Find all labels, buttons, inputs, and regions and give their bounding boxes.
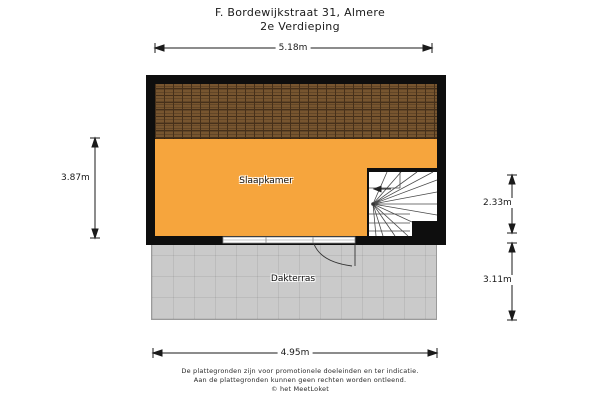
wall-notch — [412, 221, 437, 236]
dimension-top-value: 5.18m — [276, 43, 311, 53]
terrace-label: Dakterras — [270, 274, 316, 284]
disclaimer-line-2: Aan de plattegronden kunnen geen rechten worden ontleend. — [193, 376, 407, 384]
disclaimer-line-1: De plattegronden zijn voor promotionele doeleinden en ter indicatie. — [181, 367, 419, 375]
dimension-right-lower-value: 3.11m — [480, 275, 515, 285]
dimension-right-upper-value: 2.33m — [480, 198, 515, 208]
page-subtitle: 2e Verdieping — [260, 20, 340, 33]
sloped-roof-hatch-area — [155, 84, 437, 139]
page-title: F. Bordewijkstraat 31, Almere — [214, 6, 386, 19]
dimension-line-left — [90, 138, 100, 238]
copyright-line: © het MeetLoket — [270, 385, 330, 393]
bedroom-label: Slaapkamer — [239, 176, 293, 186]
dimension-bottom-value: 4.95m — [278, 348, 313, 358]
dimension-left-value: 3.87m — [58, 173, 93, 183]
